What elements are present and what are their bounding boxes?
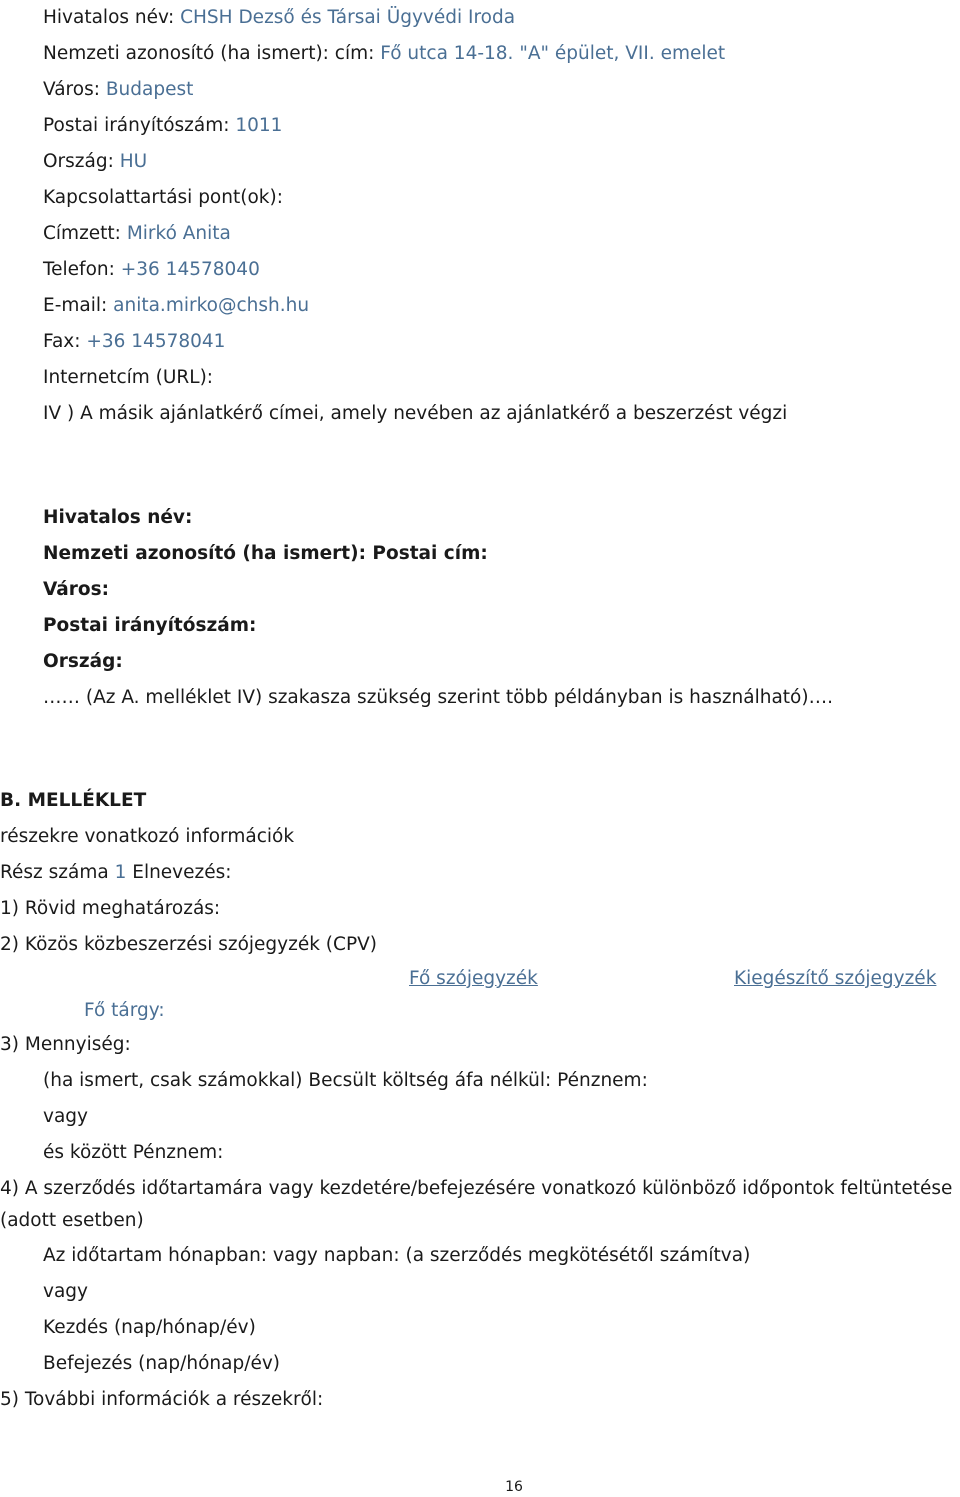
fax-value: +36 14578041	[86, 331, 226, 352]
main-object-label: Fő tárgy:	[84, 1000, 165, 1021]
national-id-line	[43, 42, 725, 66]
phone-value: +36 14578040	[120, 259, 260, 280]
other-city: Város:	[43, 579, 110, 600]
duration-heading-cont: (adott esetben)	[0, 1210, 144, 1231]
official-name-line	[43, 6, 515, 30]
duration-months: Az időtartam hónapban: vagy napban: (a szerződés megkötésétől számítva)	[43, 1245, 751, 1266]
url-label: Internetcím (URL):	[43, 367, 214, 388]
main-vocabulary-link[interactable]: Fő szójegyzék	[409, 968, 538, 989]
start-date: Kezdés (nap/hónap/év)	[43, 1317, 256, 1338]
section-iv-heading: IV ) A másik ajánlatkérő címei, amely nevében az ajánlatkérő a beszerzést végzi	[43, 403, 788, 424]
country-label: Ország:	[43, 151, 114, 172]
official-name-value: CHSH Dezső és Társai Ügyvédi Iroda	[180, 7, 516, 28]
quantity-heading: 3) Mennyiség:	[0, 1034, 131, 1055]
duration-heading: 4) A szerződés időtartamára vagy kezdetére/befejezésére vonatkozó különböző időpontok feltüntetése	[0, 1178, 953, 1199]
postal-code-value: 1011	[235, 115, 283, 136]
end-date: Befejezés (nap/hónap/év)	[43, 1353, 280, 1374]
or-text-2: vagy	[43, 1281, 88, 1302]
recipient-label: Címzett:	[43, 223, 121, 244]
page-number: 16	[505, 1479, 523, 1495]
multiple-copies-note: …… (Az A. melléklet IV) szakasza szükség szerint több példányban is használható)….	[43, 687, 833, 708]
other-country: Ország:	[43, 651, 123, 672]
further-info: 5) További információk a részekről:	[0, 1389, 324, 1410]
annex-b-subtitle: részekre vonatkozó információk	[0, 826, 295, 847]
city-value: Budapest	[105, 79, 194, 100]
phone-label: Telefon:	[43, 259, 115, 280]
recipient-line	[43, 222, 231, 246]
postal-code-label: Postai irányítószám:	[43, 115, 230, 136]
other-official-name: Hivatalos név:	[43, 507, 193, 528]
fax-line	[43, 330, 225, 354]
part-number-value: 1	[114, 862, 127, 883]
or-text-1: vagy	[43, 1106, 88, 1127]
email-line	[43, 294, 309, 318]
contact-points-label: Kapcsolattartási pont(ok):	[43, 187, 283, 208]
other-national-id: Nemzeti azonosító (ha ismert): Postai cím:	[43, 543, 488, 564]
short-description: 1) Rövid meghatározás:	[0, 898, 221, 919]
part-name-label: Elnevezés:	[132, 862, 232, 883]
country-line	[43, 150, 147, 174]
supplementary-vocabulary-link[interactable]: Kiegészítő szójegyzék	[734, 968, 937, 989]
city-label: Város:	[43, 79, 100, 100]
postal-code-line	[43, 114, 282, 138]
part-number-line	[0, 861, 231, 885]
part-number-label: Rész száma	[0, 862, 109, 883]
national-id-label: Nemzeti azonosító (ha ismert): cím:	[43, 43, 375, 64]
city-line	[43, 78, 193, 102]
fax-label: Fax:	[43, 331, 81, 352]
annex-b-title: B. MELLÉKLET	[0, 790, 147, 811]
official-name-label: Hivatalos név:	[43, 7, 175, 28]
phone-line	[43, 258, 260, 282]
estimated-cost: (ha ismert, csak számokkal) Becsült költség áfa nélkül: Pénznem:	[43, 1070, 648, 1091]
country-value: HU	[119, 151, 148, 172]
cpv-heading: 2) Közös közbeszerzési szójegyzék (CPV)	[0, 934, 377, 955]
between-currency: és között Pénznem:	[43, 1142, 224, 1163]
other-postal-code: Postai irányítószám:	[43, 615, 257, 636]
email-link[interactable]: anita.mirko@chsh.hu	[113, 295, 310, 316]
recipient-value: Mirkó Anita	[126, 223, 231, 244]
email-label: E-mail:	[43, 295, 108, 316]
address-value: Fő utca 14-18. "A" épület, VII. emelet	[380, 43, 726, 64]
